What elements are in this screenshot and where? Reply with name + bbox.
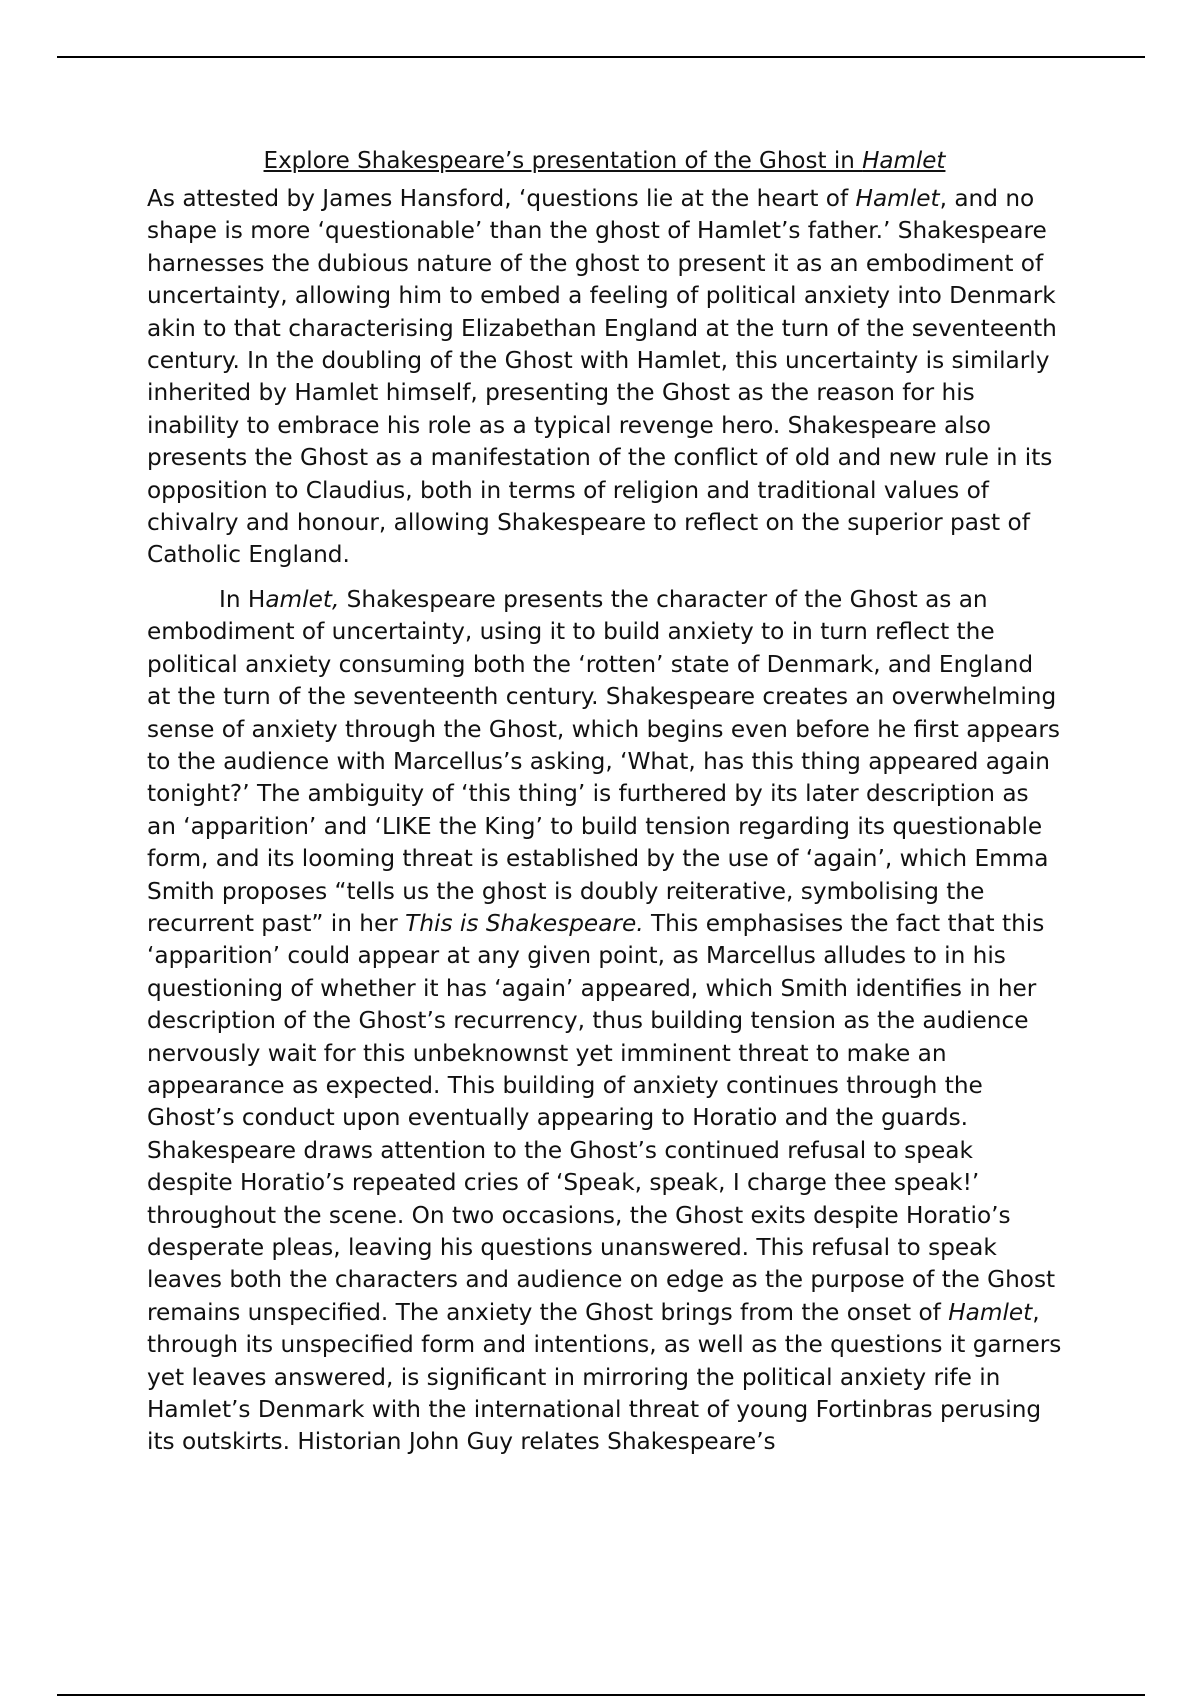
- header-rule: [57, 56, 1145, 58]
- document-body: [147, 145, 1062, 1471]
- body-paragraph: [147, 584, 1062, 1459]
- body-text-g: , through its unspecified form and intentions, as well as the questions it garners yet leaves answered, is significant in mirroring the political anxiety rife in Hamlet’s Denmark with the international threat of young Fortinbras perusing its outskirts. Historian John Guy relates Shakespeare’s: [147, 1298, 1062, 1456]
- intro-paragraph: [147, 183, 1062, 572]
- intro-text-b-italic: Hamlet: [855, 185, 940, 212]
- body-text-c: Shakespeare presents the character of the Ghost as an embodiment of uncertainty, using it to build anxiety to in turn reflect the political anxiety consuming both the ‘rotten’ state of Denmark, and England at the turn of the seventeenth century. Shakespeare creates an overwhelming sense of anxiety through the Ghost, which begins even before he first appears to the audience with Marcellus’s asking, ‘What, has this thing appeared again tonight?’ The ambiguity of ‘this thing’ is furthered by its later description as an ‘apparition’ and ‘LIKE the King’ to build tension regarding its questionable form, and its looming threat is established by the use of ‘again’, which Emma Smith proposes “tells us the ghost is doubly reiterative, symbolising the recurrent past” in her: [147, 585, 1060, 937]
- essay-title-text: Explore Shakespeare’s presentation of the Ghost in: [263, 148, 863, 174]
- footer-rule: [57, 1694, 1145, 1696]
- intro-text-a: As attested by James Hansford, ‘questions lie at the heart of: [147, 185, 856, 212]
- body-text-a: In H: [219, 585, 266, 613]
- intro-text-c: , and no shape is more ‘questionable’ than the ghost of Hamlet’s father.’ Shakespeare harnesses the dubious nature of the ghost to present it as an embodiment of uncertainty, allowing him to embed a feeling of political anxiety into Denmark akin to that characterising Elizabethan England at the turn of the seventeenth century. In the doubling of the Ghost with Hamlet, this uncertainty is similarly inherited by Hamlet himself, presenting the Ghost as the reason for his inability to embrace his role as a typical revenge hero. Shakespeare also presents the Ghost as a manifestation of the conflict of old and new rule in its opposition to Claudius, both in terms of religion and traditional values of chivalry and honour, allowing Shakespeare to reflect on the superior past of Catholic England.: [147, 185, 1057, 569]
- body-text-e: This emphasises the fact that this ‘apparition’ could appear at any given point, as Marcellus alludes to in his questioning of whether it has ‘again’ appeared, which Smith identifies in her description of the Ghost’s recurrency, thus building tension as the audience nervously wait for this unbeknownst yet imminent threat to make an appearance as expected. This building of anxiety continues through the Ghost’s conduct upon eventually appearing to Horatio and the guards. Shakespeare draws attention to the Ghost’s continued refusal to speak despite Horatio’s repeated cries of ‘Speak, speak, I charge thee speak!’ throughout the scene. On two occasions, the Ghost exits despite Horatio’s desperate pleas, leaving his questions unanswered. This refusal to speak leaves both the characters and audience on edge as the purpose of the Ghost remains unspecified. The anxiety the Ghost brings from the onset of: [147, 909, 1056, 1326]
- body-text-f-italic: Hamlet: [948, 1298, 1033, 1326]
- body-text-b-italic: amlet,: [265, 585, 340, 613]
- body-text-d-italic: This is Shakespeare.: [405, 909, 644, 937]
- essay-title: [147, 145, 1062, 177]
- essay-title-italic: Hamlet: [862, 148, 946, 174]
